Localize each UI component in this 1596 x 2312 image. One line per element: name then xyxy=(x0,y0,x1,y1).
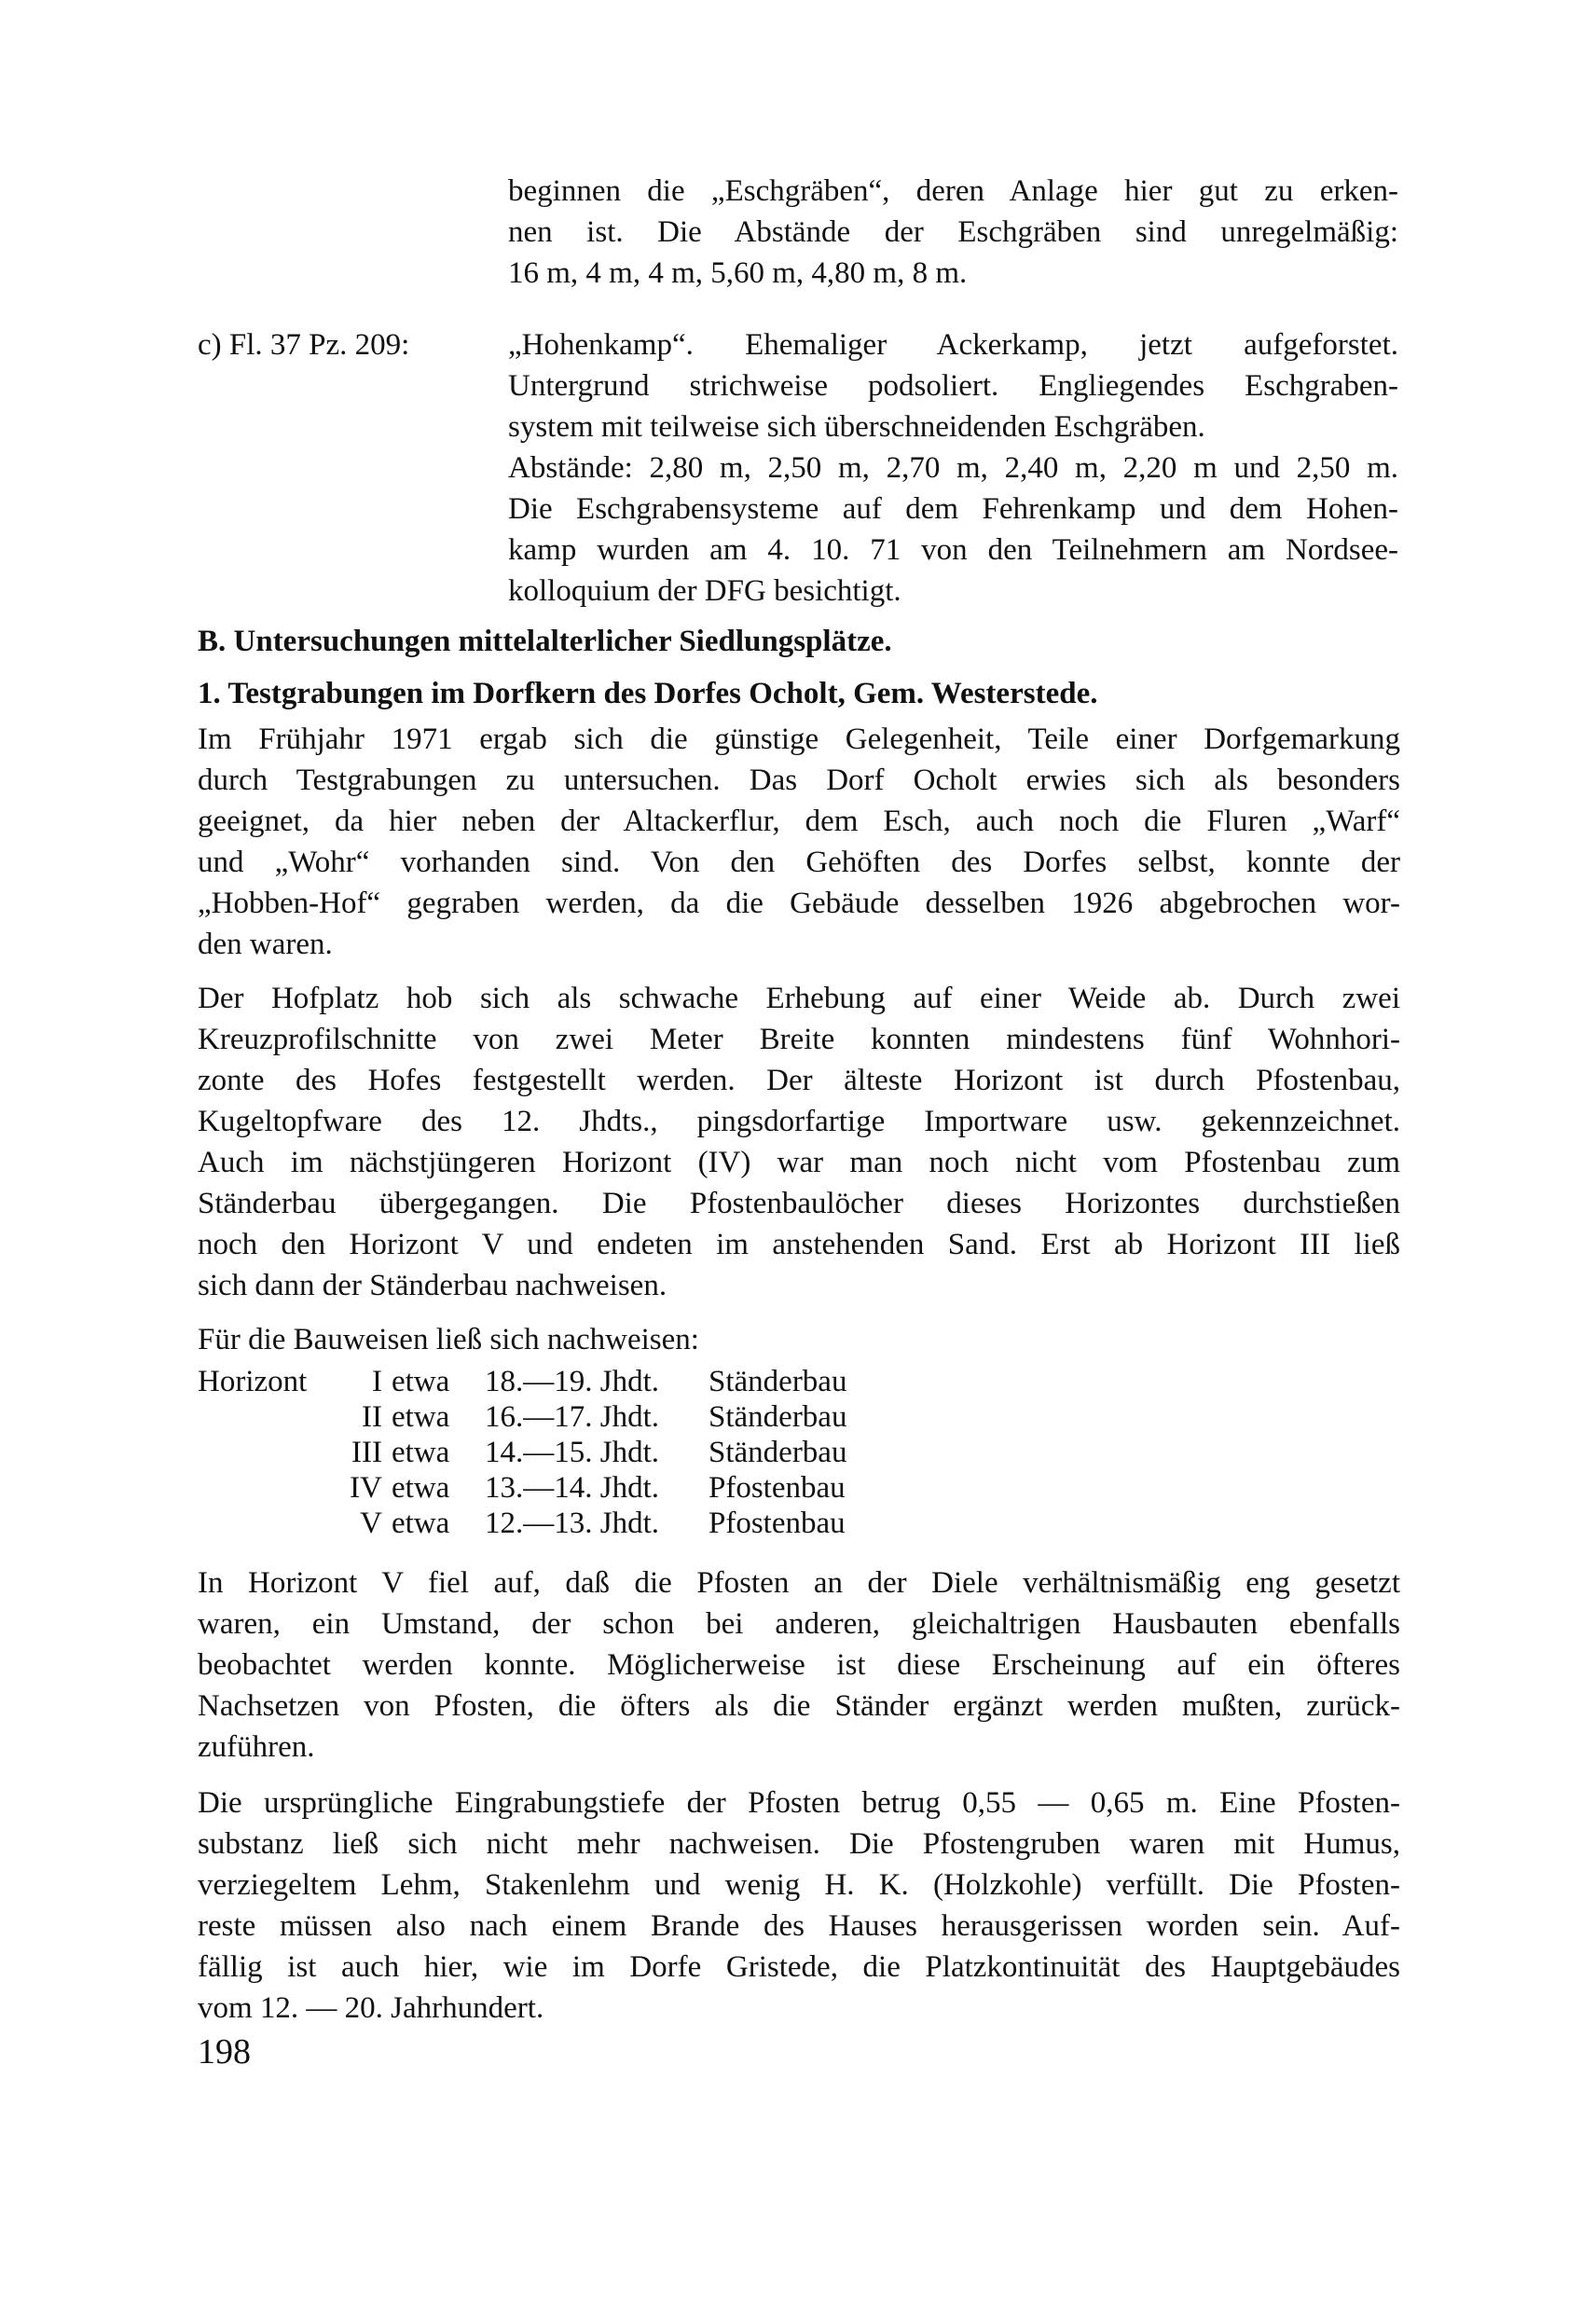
subsection-heading: 1. Testgrabungen im Dorfkern des Dorfes Ocholt, Gem. Westerstede. xyxy=(198,677,1098,710)
row-etwa: etwa xyxy=(392,1507,450,1540)
paragraph-line: Im Frühjahr 1971 ergab sich die günstige Gelegenheit, Teile einer Dorfgemarkung xyxy=(198,722,1400,756)
row-etwa: etwa xyxy=(392,1400,450,1434)
paragraph-line: Kreuzprofilschnitte von zwei Meter Breite konnten mindestens fünf Wohnhori- xyxy=(198,1023,1400,1056)
row-number: II xyxy=(362,1400,382,1434)
paragraph-line: beobachtet werden konnte. Möglicherweise ist diese Erscheinung auf ein öfteres xyxy=(198,1648,1400,1682)
entry-label: c) Fl. 37 Pz. 209: xyxy=(198,328,410,362)
paragraph-line: sich dann der Ständerbau nachweisen. xyxy=(198,1269,667,1302)
paragraph-line: Die ursprüngliche Eingrabungstiefe der Pfosten betrug 0,55 — 0,65 m. Eine Pfosten- xyxy=(198,1786,1400,1820)
row-etwa: etwa xyxy=(392,1365,450,1398)
text-line: Untergrund strichweise podsoliert. Engliegendes Eschgraben- xyxy=(508,369,1398,403)
text-line: Abstände: 2,80 m, 2,50 m, 2,70 m, 2,40 m, 2,20 m und 2,50 m. xyxy=(508,451,1398,485)
row-type: Ständerbau xyxy=(709,1365,847,1398)
paragraph-line: reste müssen also nach einem Brande des Hauses herausgerissen worden sein. Auf- xyxy=(198,1909,1400,1943)
text-line: 16 m, 4 m, 4 m, 5,60 m, 4,80 m, 8 m. xyxy=(508,256,968,290)
paragraph-line: zonte des Hofes festgestellt werden. Der älteste Horizont ist durch Pfostenbau, xyxy=(198,1064,1400,1097)
row-prefix: Horizont xyxy=(198,1365,308,1398)
page-number: 198 xyxy=(198,2032,251,2071)
row-etwa: etwa xyxy=(392,1436,450,1469)
paragraph-line: „Hobben-Hof“ gegraben werden, da die Gebäude desselben 1926 abgebrochen wor- xyxy=(198,887,1400,920)
paragraph-line: In Horizont V fiel auf, daß die Pfosten an der Diele verhältnismäßig eng gesetzt xyxy=(198,1566,1400,1600)
row-etwa: etwa xyxy=(392,1471,450,1505)
text-line: „Hohenkamp“. Ehemaliger Ackerkamp, jetzt aufgeforstet. xyxy=(508,328,1398,362)
paragraph-line: waren, ein Umstand, der schon bei anderen, gleichaltrigen Hausbauten ebenfalls xyxy=(198,1607,1400,1641)
paragraph-line: durch Testgrabungen zu untersuchen. Das Dorf Ocholt erwies sich als besonders xyxy=(198,764,1400,797)
paragraph-line: verziegeltem Lehm, Stakenlehm und wenig H. K. (Holzkohle) verfüllt. Die Pfosten- xyxy=(198,1868,1400,1902)
row-type: Pfostenbau xyxy=(709,1507,846,1540)
row-date: 16.—17. Jhdt. xyxy=(485,1400,660,1434)
row-date: 13.—14. Jhdt. xyxy=(485,1471,660,1505)
row-date: 14.—15. Jhdt. xyxy=(485,1436,660,1469)
row-date: 18.—19. Jhdt. xyxy=(485,1365,660,1398)
text-line: kamp wurden am 4. 10. 71 von den Teilnehmern am Nordsee- xyxy=(508,533,1398,567)
paragraph-line: zuführen. xyxy=(198,1730,315,1764)
text-line: beginnen die „Eschgräben“, deren Anlage hier gut zu erken- xyxy=(508,174,1398,208)
text-line: Die Eschgrabensysteme auf dem Fehrenkamp und dem Hohen- xyxy=(508,492,1398,526)
paragraph-line: fällig ist auch hier, wie im Dorfe Gristede, die Platzkontinuität des Hauptgebäudes xyxy=(198,1950,1400,1984)
row-number: III xyxy=(351,1436,382,1469)
row-number: IV xyxy=(350,1471,382,1505)
paragraph-line: Auch im nächstjüngeren Horizont (IV) war man noch nicht vom Pfostenbau zum xyxy=(198,1146,1400,1179)
paragraph-line: Nachsetzen von Pfosten, die öfters als die Ständer ergänzt werden mußten, zurück- xyxy=(198,1689,1400,1723)
row-type: Ständerbau xyxy=(709,1436,847,1469)
text-line: kolloquium der DFG besichtigt. xyxy=(508,574,901,608)
row-type: Ständerbau xyxy=(709,1400,847,1434)
row-date: 12.—13. Jhdt. xyxy=(485,1507,660,1540)
text-line: nen ist. Die Abstände der Eschgräben sind unregelmäßig: xyxy=(508,215,1398,249)
text-line: system mit teilweise sich überschneidenden Eschgräben. xyxy=(508,410,1205,444)
paragraph-line: den waren. xyxy=(198,928,333,961)
paragraph-line: Kugeltopfware des 12. Jhdts., pingsdorfartige Importware usw. gekennzeichnet. xyxy=(198,1105,1400,1138)
section-heading: B. Untersuchungen mittelalterlicher Siedlungsplätze. xyxy=(198,625,892,658)
row-type: Pfostenbau xyxy=(709,1471,846,1505)
paragraph-line: substanz ließ sich nicht mehr nachweisen. Die Pfostengruben waren mit Humus, xyxy=(198,1827,1400,1861)
paragraph-line: Der Hofplatz hob sich als schwache Erhebung auf einer Weide ab. Durch zwei xyxy=(198,982,1400,1015)
paragraph-line: vom 12. — 20. Jahrhundert. xyxy=(198,1991,544,2025)
table-intro: Für die Bauweisen ließ sich nachweisen: xyxy=(198,1323,699,1356)
paragraph-line: und „Wohr“ vorhanden sind. Von den Gehöften des Dorfes selbst, konnte der xyxy=(198,846,1400,879)
paragraph-line: noch den Horizont V und endeten im anstehenden Sand. Erst ab Horizont III ließ xyxy=(198,1228,1400,1261)
paragraph-line: geeignet, da hier neben der Altackerflur, dem Esch, auch noch die Fluren „Warf“ xyxy=(198,805,1400,838)
row-number: V xyxy=(360,1507,382,1540)
paragraph-line: Ständerbau übergegangen. Die Pfostenbaulöcher dieses Horizontes durchstießen xyxy=(198,1187,1400,1220)
row-number: I xyxy=(372,1365,382,1398)
